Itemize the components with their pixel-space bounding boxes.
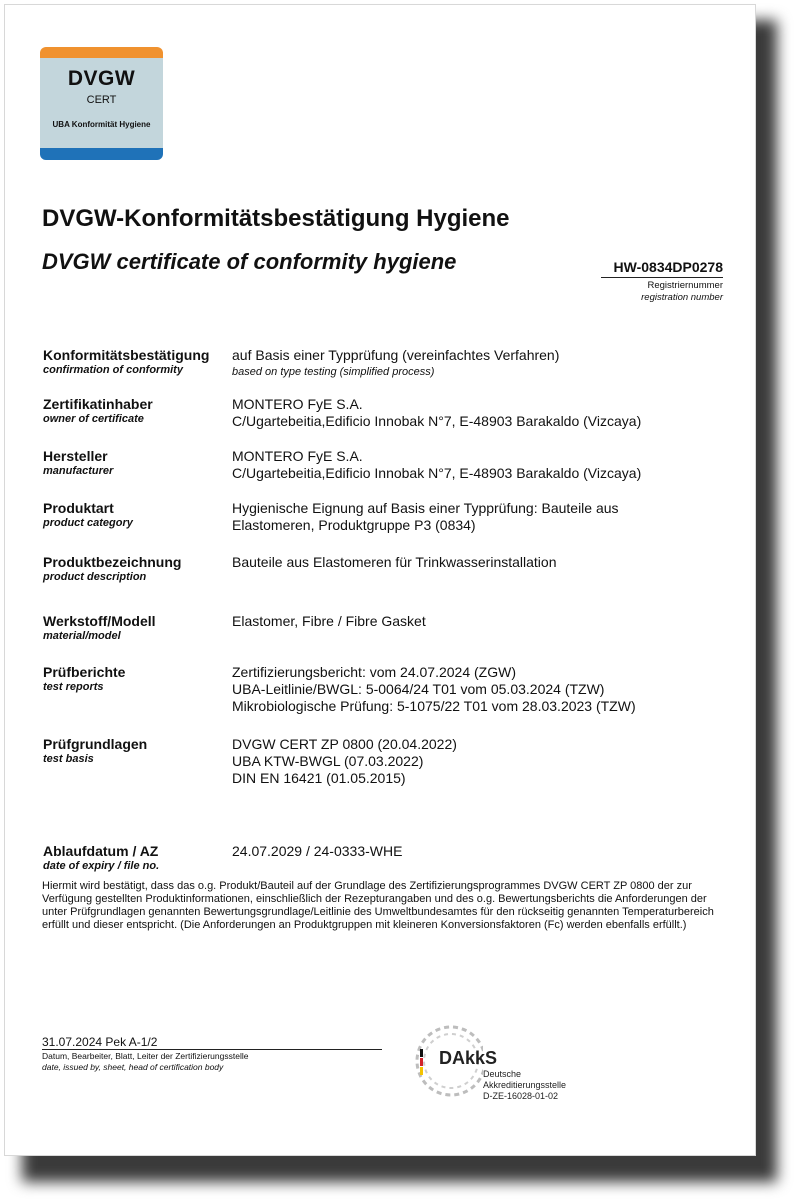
value-line: C/Ugartebeitia,Edificio Innobak N°7, E-48903 Barakaldo (Vizcaya) bbox=[232, 465, 642, 481]
logo-cert: CERT bbox=[86, 94, 117, 106]
field-label-en: test basis bbox=[43, 753, 94, 765]
registration-rule bbox=[601, 277, 723, 278]
dakks-accreditation-mark bbox=[413, 1021, 613, 1111]
value-line: MONTERO FyE S.A. bbox=[232, 448, 363, 464]
dakks-line: Akkreditierungsstelle bbox=[483, 1080, 567, 1090]
field-label: Ablaufdatum / AZ bbox=[43, 843, 159, 859]
field-label: Prüfberichte bbox=[43, 664, 126, 680]
dakks-name: DAkkS bbox=[439, 1048, 498, 1068]
field-label-en: material/model bbox=[43, 630, 121, 642]
value-line: DVGW CERT ZP 0800 (20.04.2022) bbox=[232, 736, 457, 752]
value-line: Zertifizierungsbericht: vom 24.07.2024 (ZGW) bbox=[232, 664, 516, 680]
value-line: MONTERO FyE S.A. bbox=[232, 396, 363, 412]
field-label-en: date of expiry / file no. bbox=[43, 860, 160, 872]
registration-label-de: Registriernummer bbox=[647, 280, 723, 291]
field-label: Produktbezeichnung bbox=[43, 554, 182, 570]
field-label: Werkstoff/Modell bbox=[43, 613, 156, 629]
value-line: Bauteile aus Elastomeren für Trinkwasserinstallation bbox=[232, 554, 557, 570]
field-label: Hersteller bbox=[43, 448, 108, 464]
registration-number: HW-0834DP0278 bbox=[613, 259, 723, 275]
logo-body bbox=[40, 58, 163, 148]
conformity-statement: Hiermit wird bestätigt, dass das o.g. Produkt/Bauteil auf der Grundlage des Zertifizierungsprogrammes DVGW CERT ZP 0800 der zur Verfügung gestellten Produktinformationen, einschließlich der Rezepturangaben und des o.g. Bewertungsberichts die Anforderungen der unter Prüfgrundlagen genannten Bewertungsgrundlage/Leitlinie des Umweltbundesamtes für den rückseitig genannten Temperaturbereich erfüllt und dieser entspricht. (Die Anforderungen an Produktgruppen mit kleineren Konversionsfaktoren (Fc) werden ebenfalls erfüllt.) bbox=[42, 880, 714, 931]
field-label-en: manufacturer bbox=[43, 465, 114, 477]
certificate-page bbox=[4, 4, 756, 1156]
signature-caption-de: Datum, Bearbeiter, Blatt, Leiter der Zertifizierungsstelle bbox=[42, 1051, 249, 1061]
logo-name: DVGW bbox=[67, 67, 136, 90]
dvgw-cert-logo bbox=[40, 47, 163, 160]
field-label-en: confirmation of conformity bbox=[43, 364, 183, 376]
field-value bbox=[232, 347, 732, 381]
field-value bbox=[232, 736, 732, 787]
page-subtitle: DVGW certificate of conformity hygiene bbox=[42, 249, 457, 274]
value-line: UBA KTW-BWGL (07.03.2022) bbox=[232, 753, 424, 769]
field-value bbox=[232, 664, 732, 715]
value-line: C/Ugartebeitia,Edificio Innobak N°7, E-48903 Barakaldo (Vizcaya) bbox=[232, 413, 642, 429]
value-line-en: based on type testing (simplified process) bbox=[232, 366, 435, 378]
value-line: 24.07.2029 / 24-0333-WHE bbox=[232, 843, 403, 859]
issue-date-line: 31.07.2024 Pek A-1/2 bbox=[42, 1035, 158, 1049]
dakks-id: D-ZE-16028-01-02 bbox=[483, 1091, 559, 1101]
field-label: Zertifikatinhaber bbox=[43, 396, 153, 412]
field-value bbox=[232, 843, 732, 860]
value-line: Mikrobiologische Prüfung: 5-1075/22 T01 vom 28.03.2023 (TZW) bbox=[232, 698, 636, 714]
field-label-en: owner of certificate bbox=[43, 413, 144, 425]
field-label-en: product category bbox=[43, 517, 133, 529]
logo-uba: UBA Konformität Hygiene bbox=[52, 120, 151, 129]
field-label: Konformitätsbestätigung bbox=[43, 347, 210, 363]
signature-caption-en: date, issued by, sheet, head of certification body bbox=[42, 1062, 224, 1072]
signature-rule bbox=[42, 1049, 382, 1050]
value-line: auf Basis einer Typprüfung (vereinfachtes Verfahren) bbox=[232, 347, 560, 363]
field-label: Prüfgrundlagen bbox=[43, 736, 148, 752]
dakks-line: Deutsche bbox=[483, 1069, 522, 1079]
value-line: UBA-Leitlinie/BWGL: 5-0064/24 T01 vom 05.03.2024 (TZW) bbox=[232, 681, 605, 697]
field-value bbox=[232, 613, 732, 630]
value-line: Hygienische Eignung auf Basis einer Typprüfung: Bauteile aus bbox=[232, 500, 619, 516]
field-value bbox=[232, 500, 732, 534]
field-label: Produktart bbox=[43, 500, 114, 516]
value-line: Elastomeren, Produktgruppe P3 (0834) bbox=[232, 517, 476, 533]
field-value bbox=[232, 554, 732, 571]
logo-bottom-band bbox=[40, 148, 163, 160]
registration-label-en: registration number bbox=[641, 292, 723, 303]
field-label-en: product description bbox=[43, 571, 147, 583]
field-value bbox=[232, 396, 732, 430]
page-title: DVGW-Konformitätsbestätigung Hygiene bbox=[42, 205, 510, 232]
field-label-en: test reports bbox=[43, 681, 104, 693]
field-value bbox=[232, 448, 732, 482]
value-line: Elastomer, Fibre / Fibre Gasket bbox=[232, 613, 426, 629]
value-line: DIN EN 16421 (01.05.2015) bbox=[232, 770, 406, 786]
logo-top-band bbox=[40, 47, 163, 58]
